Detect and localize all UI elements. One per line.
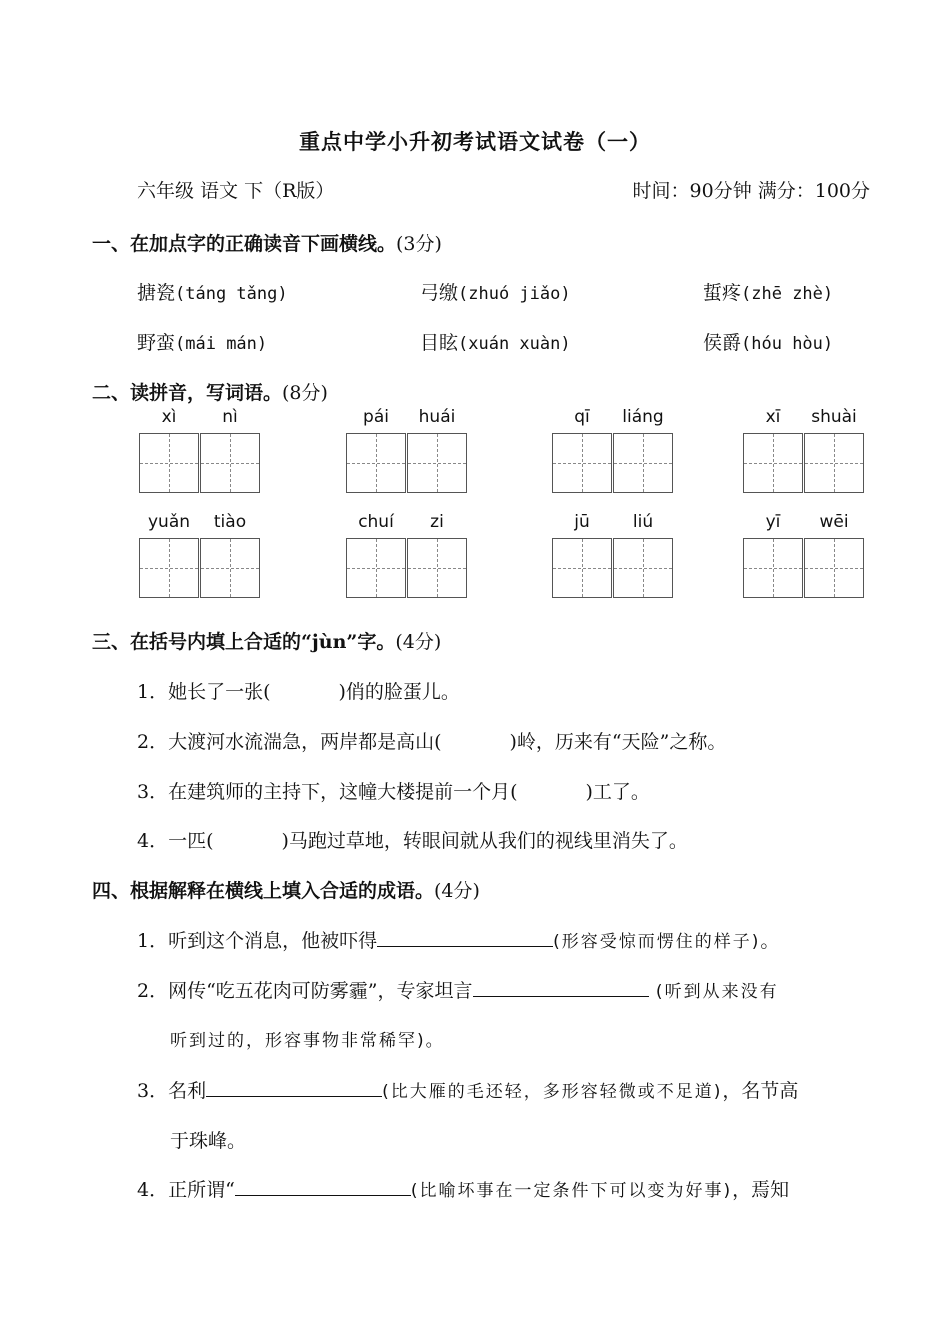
section-2-text: 二、读拼音，写词语。 bbox=[92, 382, 283, 404]
pinyin-label: shuài bbox=[811, 407, 857, 427]
answer-line[interactable] bbox=[473, 978, 649, 997]
item-word: 侯爵 bbox=[703, 332, 742, 354]
pronunciation-item bbox=[420, 328, 571, 355]
writing-box[interactable] bbox=[613, 433, 673, 493]
item-word: 搪瓷 bbox=[137, 282, 176, 304]
question-text: )俏的脸蛋儿。 bbox=[338, 681, 460, 703]
writing-box[interactable] bbox=[346, 538, 406, 598]
pinyin-label: xī bbox=[765, 407, 781, 427]
exam-time-score: 时间：90分钟 满分：100分 bbox=[632, 180, 870, 202]
item-options: (zhē zhè) bbox=[741, 284, 834, 304]
section-1-text: 一、在加点字的正确读音下画横线。 bbox=[92, 233, 397, 255]
section-2-points: (8分) bbox=[282, 382, 328, 404]
item-word: 目眩 bbox=[420, 332, 459, 354]
question-item bbox=[137, 1175, 789, 1202]
pronunciation-item bbox=[420, 278, 571, 305]
idiom-explanation: (听到从来没有 bbox=[648, 982, 779, 1002]
pinyin-label: liú bbox=[632, 512, 654, 532]
section-4-text: 四、根据解释在横线上填入合适的成语。 bbox=[92, 880, 435, 902]
section-2-heading bbox=[92, 378, 328, 405]
question-item bbox=[137, 1076, 798, 1103]
writing-box[interactable] bbox=[804, 433, 864, 493]
item-options: (xuán xuàn) bbox=[458, 334, 571, 354]
question-number: 2． bbox=[137, 980, 169, 1002]
item-word: 弓缴 bbox=[420, 282, 459, 304]
question-text: 。 bbox=[760, 930, 780, 952]
pinyin-label: tiào bbox=[213, 512, 247, 532]
writing-box[interactable] bbox=[407, 538, 467, 598]
idiom-explanation: (比大雁的毛还轻，多形容轻微或不足道) bbox=[382, 1082, 723, 1102]
item-word: 蜇疼 bbox=[703, 282, 742, 304]
writing-box[interactable] bbox=[139, 433, 199, 493]
item-options: (táng tǎng) bbox=[175, 284, 288, 304]
pinyin-label: wēi bbox=[819, 512, 849, 532]
question-text: 听到这个消息，他被吓得 bbox=[168, 930, 378, 952]
question-text: 一匹( bbox=[168, 830, 214, 852]
item-options: (hóu hòu) bbox=[741, 334, 834, 354]
writing-box[interactable] bbox=[552, 538, 612, 598]
writing-box[interactable] bbox=[804, 538, 864, 598]
pinyin-label: xì bbox=[161, 407, 177, 427]
question-number: 4． bbox=[137, 1179, 169, 1201]
question-text: 她长了一张( bbox=[168, 681, 271, 703]
idiom-explanation: (比喻坏事在一定条件下可以变为好事) bbox=[410, 1181, 733, 1201]
pinyin-label: pái bbox=[363, 407, 389, 427]
pinyin-label: qī bbox=[574, 407, 590, 427]
question-text: )岭，历来有“天险”之称。 bbox=[509, 731, 727, 753]
pinyin-label: huái bbox=[418, 407, 456, 427]
pinyin-label: zi bbox=[430, 512, 444, 532]
pinyin-label: chuí bbox=[358, 512, 394, 532]
writing-box[interactable] bbox=[743, 433, 803, 493]
section-4-heading bbox=[92, 876, 480, 903]
section-3-points: (4分) bbox=[395, 631, 442, 653]
question-text: 名利 bbox=[168, 1080, 207, 1102]
question-item bbox=[137, 777, 650, 804]
exam-grade-info: 六年级 语文 下（R版） bbox=[137, 180, 335, 202]
item-options: (zhuó jiǎo) bbox=[458, 284, 571, 304]
item-word: 野蛮 bbox=[137, 332, 176, 354]
writing-box[interactable] bbox=[200, 538, 260, 598]
idiom-explanation: (形容受惊而愣住的样子) bbox=[553, 932, 761, 952]
question-text: 网传“吃五花肉可防雾霾”，专家坦言 bbox=[168, 980, 473, 1002]
question-number: 1． bbox=[137, 930, 169, 952]
pronunciation-item bbox=[703, 328, 833, 355]
question-text: )工了。 bbox=[585, 781, 650, 803]
writing-box[interactable] bbox=[552, 433, 612, 493]
question-item bbox=[137, 976, 779, 1003]
question-text: ，名节高 bbox=[722, 1080, 799, 1102]
question-continuation: 于珠峰。 bbox=[170, 1130, 247, 1152]
pinyin-label: nì bbox=[222, 407, 238, 427]
pronunciation-item bbox=[137, 328, 267, 355]
pinyin-label: jū bbox=[574, 512, 590, 532]
question-item bbox=[137, 926, 779, 953]
section-1-points: (3分) bbox=[396, 233, 442, 255]
question-item bbox=[137, 826, 688, 853]
writing-box[interactable] bbox=[613, 538, 673, 598]
question-text: 正所谓“ bbox=[168, 1179, 235, 1201]
question-text: 在建筑师的主持下，这幢大楼提前一个月( bbox=[168, 781, 518, 803]
writing-box[interactable] bbox=[407, 433, 467, 493]
writing-box[interactable] bbox=[743, 538, 803, 598]
pinyin-label: yuǎn bbox=[147, 512, 191, 532]
pinyin-label: yī bbox=[765, 512, 781, 532]
page-title: 重点中学小升初考试语文试卷（一） bbox=[299, 129, 651, 154]
pinyin-label: liáng bbox=[622, 407, 664, 427]
section-4-points: (4分) bbox=[434, 880, 480, 902]
section-1-heading bbox=[92, 229, 442, 256]
question-number: 3． bbox=[137, 781, 169, 803]
item-options: (mái mán) bbox=[175, 334, 268, 354]
section-3-heading bbox=[92, 627, 441, 654]
question-number: 4． bbox=[137, 830, 169, 852]
question-number: 1． bbox=[137, 681, 169, 703]
answer-line[interactable] bbox=[206, 1078, 382, 1097]
writing-box[interactable] bbox=[346, 433, 406, 493]
question-text: 大渡河水流湍急，两岸都是高山( bbox=[168, 731, 442, 753]
question-number: 2． bbox=[137, 731, 169, 753]
pronunciation-item bbox=[703, 278, 833, 305]
pronunciation-item bbox=[137, 278, 288, 305]
question-number: 3． bbox=[137, 1080, 169, 1102]
question-item bbox=[137, 727, 726, 754]
question-text: )马跑过草地，转眼间就从我们的视线里消失了。 bbox=[281, 830, 688, 852]
answer-line[interactable] bbox=[235, 1177, 411, 1196]
writing-box[interactable] bbox=[200, 433, 260, 493]
question-continuation: 听到过的，形容事物非常稀罕)。 bbox=[170, 1031, 445, 1051]
writing-box[interactable] bbox=[139, 538, 199, 598]
question-text: ，焉知 bbox=[732, 1179, 790, 1201]
answer-line[interactable] bbox=[377, 928, 553, 947]
question-item bbox=[137, 677, 460, 704]
section-3-text: 三、在括号内填上合适的“jùn”字。 bbox=[92, 631, 396, 653]
